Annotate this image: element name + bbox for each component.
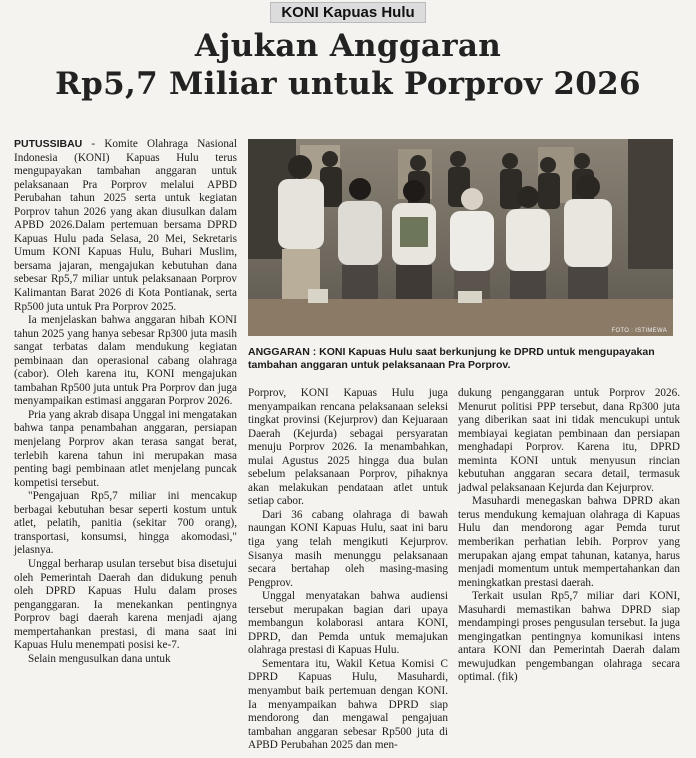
article-paragraph	[14, 138, 237, 314]
article-paragraph: Masuhardi menegaskan bahwa DPRD akan terus mendukung kemajuan olahraga di Kapuas Hulu dan mendorong agar Pemda turut memberikan perhatian lebih. Porprov yang merupakan ajang empat tahunan, katanya, harus menjadi momentum untuk mempertahankan dan meningkatkan prestasi daerah.	[458, 495, 680, 589]
article-column-3	[458, 387, 680, 685]
photo-credit: FOTO : ISTIMEWA	[611, 328, 667, 334]
article-paragraph: dukung penganggaran untuk Porprov 2026. Menurut politisi PPP tersebut, dana Rp300 juta yang diberikan saat ini tidak mencukupi untuk membiayai kegiatan pembinaan dan persiapan menghadapi Porprov. Karena itu, DPRD meminta KONI untuk menyusun rincian kebutuhan anggaran secara detail, termasuk jadwal pelaksanaan Kejurda dan Kejurprov.	[458, 387, 680, 494]
headline-line-2: Rp5,7 Miliar untuk Porprov 2026	[55, 66, 641, 102]
article-text: - Komite Olahraga Nasional Indonesia (KONI) Kapuas Hulu terus mengupayakan tambahan anggaran untuk pelaksanaan Pra Porprov melalui APBD Perubahan tahun 2025 serta untuk kegiatan Porprov tahun 2026 yang akan diusulkan dalam APBD 2026.Dalam pertemuan bersama DPRD Kapuas Hulu pada Selasa, 20 Mei, Sekretaris Umum KONI Kapuas Hulu, Buhari Muslim, bersama jajaran, mengajukan kebutuhan dana sebesar Rp5,7 miliar untuk pelaksanaan Porprov Kalimantan Barat 2026 di Kota Pontianak, serta Rp500 juta untuk Pra Porprov 2025.	[14, 138, 237, 313]
article-paragraph: Porprov, KONI Kapuas Hulu juga menyampaikan rencana pelaksanaan seleksi tingkat provinsi (Kejurprov) dan Kejuaraan Daerah (Kejurda) sebagai persyaratan menuju Porprov 2026. Ia menambahkan, mulai Agustus 2025 hingga dua bulan sebelum pelaksanaan Porprov, pihaknya akan melakukan pendataan atlet untuk setiap cabor.	[248, 387, 448, 508]
article-paragraph: Pria yang akrab disapa Unggal ini mengatakan bahwa tanpa penambahan anggaran, persiapan menjelang Porprov akan terasa sangat berat, terlebih karena tahun ini merupakan masa penting bagi pembinaan atlet menjelang puncak kompetisi tersebut.	[14, 408, 237, 489]
article-paragraph: Dari 36 cabang olahraga di bawah naungan KONI Kapuas Hulu, saat ini baru tiga yang telah mengikuti Kejurprov. Sisanya masih menunggu pelaksanaan secara bertahap oleh masing-masing Pengprov.	[248, 508, 448, 589]
dateline: PUTUSSIBAU	[14, 138, 83, 150]
article-paragraph: Unggal berharap usulan tersebut bisa disetujui oleh Pemerintah Daerah dan didukung penuh oleh DPRD Kapuas Hulu dalam proses penganggaran. Ia menekankan pentingnya Porprov bagi daerah karena menjadi ajang mempertahankan prestasi, di mana saat ini Kapuas Hulu menempati posisi ke-7.	[14, 557, 237, 652]
news-photo	[248, 139, 673, 336]
rubric-label: KONI Kapuas Hulu	[270, 2, 425, 23]
article-column-2	[248, 387, 448, 753]
article-column-1	[14, 138, 237, 666]
headline-line-1: Ajukan Anggaran	[194, 28, 502, 64]
article-paragraph: Ia menjelaskan bahwa anggaran hibah KONI tahun 2025 yang hanya sebesar Rp300 juta masih sangat terbatas dalam mendukung kegiatan pembinaan dan operasional cabang olahraga (cabor). Oleh karena itu, KONI mengajukan tambahan Rp500 juta untuk Pra Porprov dan juga menyampaikan estimasi anggaran Porprov 2026.	[14, 314, 237, 408]
photo-illustration	[248, 139, 673, 336]
article-paragraph: Selain mengusulkan dana untuk	[28, 652, 171, 665]
article-paragraph: Terkait usulan Rp5,7 miliar dari KONI, Masuhardi memastikan bahwa DPRD siap mendampingi proses pengusulan tersebut. Ia juga mengingatkan pentingnya komunikasi intens antara KONI dan Pemerintah Daerah dalam mewujudkan pengembangan olahraga secara optimal. (fik)	[458, 590, 680, 684]
headline	[0, 28, 696, 103]
caption-text: KONI Kapuas Hulu saat berkunjung ke DPRD untuk mengupayakan tambahan anggaran untuk pelaksanaan Pra Porprov.	[248, 346, 655, 371]
article-paragraph: Unggal menyatakan bahwa audiensi tersebut merupakan bagian dari upaya membangun kolaborasi antara KONI, DPRD, dan Pemda untuk memajukan olahraga prestasi di Kapuas Hulu.	[248, 590, 448, 657]
article-paragraph: "Pengajuan Rp5,7 miliar ini mencakup berbagai kebutuhan besar seperti kostum untuk atlet, pelatih, panitia (sekitar 700 orang), transportasi, konsumsi, hingga akomodasi," jelasnya.	[14, 490, 237, 557]
article-paragraph: Sementara itu, Wakil Ketua Komisi C DPRD Kapuas Hulu, Masuhardi, menyambut baik pertemuan dengan KONI. Ia menyampaikan bahwa DPRD siap mendorong dan mengawal pengajuan tambahan anggaran sebesar Rp500 juta di APBD Perubahan 2025 dan men-	[248, 657, 448, 752]
section-rubric	[0, 2, 696, 23]
caption-lead: ANGGARAN :	[248, 346, 317, 358]
photo-caption	[248, 346, 676, 372]
